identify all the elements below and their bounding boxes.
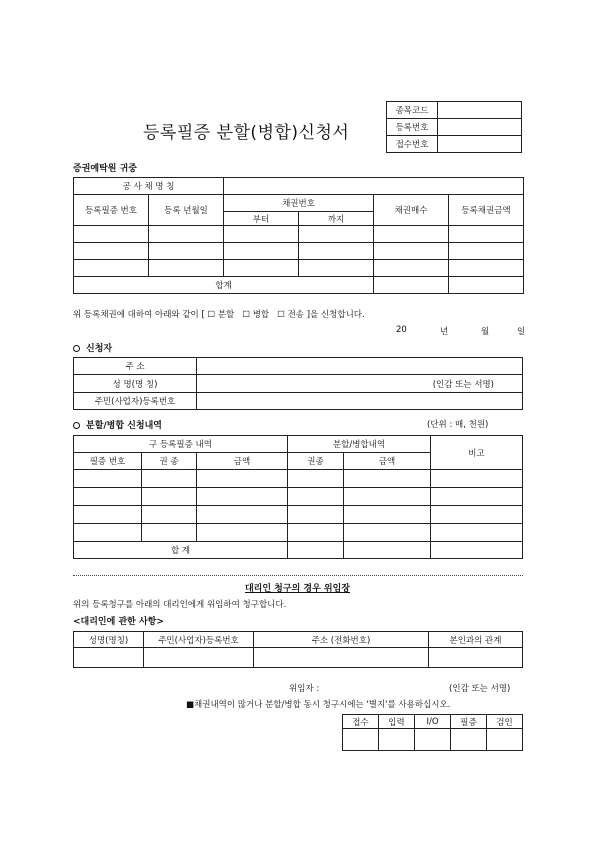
- code-label-stock: 종목코드: [387, 102, 438, 119]
- total-label: 합계: [74, 277, 374, 294]
- company-input[interactable]: [224, 178, 524, 195]
- applicant-header: 신청자: [73, 341, 112, 354]
- date-year: 년: [440, 327, 449, 337]
- applicant-table: [73, 357, 523, 410]
- table-row: [74, 260, 524, 277]
- new-split-header: 분할/병합내역: [288, 436, 431, 453]
- proxy-sub: <대리인에 관한 사항>: [73, 617, 164, 627]
- circle-bullet-icon: [73, 345, 80, 352]
- checkbox-transfer-icon[interactable]: ☐: [277, 310, 285, 320]
- table-row: [74, 524, 523, 542]
- header-date: 등록 년월일: [149, 195, 224, 226]
- name-label: 성 명(명 칭): [74, 375, 197, 393]
- sign-note: (인감 또는 서명): [432, 379, 494, 390]
- table-row: [74, 243, 524, 260]
- col-cert-no: 필증 번호: [74, 453, 142, 470]
- header-to: 까지: [299, 212, 374, 226]
- code-input-receipt[interactable]: [438, 136, 522, 153]
- recipient-org: 증권예탁원 귀중: [73, 164, 137, 174]
- col-proxy-regno: 주민(사업자)등록번호: [144, 632, 254, 648]
- page-title: 등록필증 분할(병합)신청서: [143, 123, 350, 143]
- table-row: [74, 470, 523, 488]
- regno-label: 주민(사업자)등록번호: [74, 393, 197, 410]
- circle-bullet-icon: [73, 422, 80, 429]
- detail-total-label: 합 계: [74, 542, 288, 559]
- address-input[interactable]: [197, 358, 523, 375]
- table-row: [74, 648, 523, 668]
- header-bond-no: 채권번호: [224, 195, 374, 212]
- delegator-sign: (인감 또는 서명): [449, 684, 511, 694]
- col-proxy-relation: 본인과의 관계: [429, 632, 523, 648]
- code-label-reg: 등록번호: [387, 119, 438, 136]
- table-row: [74, 506, 523, 524]
- date-month: 월: [481, 327, 490, 337]
- col-amount: 금액: [197, 453, 288, 470]
- bond-table: [73, 177, 524, 294]
- proxy-table: [73, 631, 523, 668]
- old-cert-header: 구 등록필증 내역: [74, 436, 288, 453]
- col-proxy-name: 성명(명칭): [74, 632, 144, 648]
- remark-header: 비고: [431, 436, 523, 470]
- office-cert: 필증: [451, 715, 487, 729]
- checkbox-split-icon[interactable]: ☐: [207, 310, 216, 320]
- office-stamp: 검인: [487, 715, 523, 729]
- table-row: [74, 226, 524, 243]
- dotted-divider: [73, 575, 523, 576]
- checkbox-merge-icon[interactable]: ☐: [242, 310, 250, 320]
- header-amount: 등록채권금액: [449, 195, 524, 226]
- office-box: [342, 714, 523, 751]
- company-label: 공 사 채 명 칭: [74, 178, 224, 195]
- code-input-reg[interactable]: [438, 119, 522, 136]
- usage-note: ■채권내역이 많거나 분할/병합 동시 청구시에는 '별지'를 사용하십시오.: [186, 700, 451, 710]
- code-input-stock[interactable]: [438, 102, 522, 119]
- col-kind2: 권종: [288, 453, 344, 470]
- header-cert-no: 등록필증 번호: [74, 195, 149, 226]
- office-input: 입력: [379, 715, 415, 729]
- header-count: 채권매수: [374, 195, 449, 226]
- total-amount[interactable]: [449, 277, 524, 294]
- table-row: [343, 729, 523, 751]
- col-amount2: 금액: [344, 453, 431, 470]
- detail-header: 분할/병합 신청내역: [73, 418, 162, 431]
- code-box: [386, 101, 522, 153]
- header-from: 부터: [224, 212, 299, 226]
- date-day: 일: [517, 327, 526, 337]
- date-year-prefix: 20: [396, 325, 407, 335]
- office-receipt: 접수: [343, 715, 379, 729]
- col-proxy-address: 주소 (전화번호): [254, 632, 429, 648]
- office-io: I/O: [415, 715, 451, 729]
- detail-table: [73, 435, 523, 559]
- address-label: 주 소: [74, 358, 197, 375]
- code-label-receipt: 접수번호: [387, 136, 438, 153]
- proxy-title: 대리인 청구의 경우 위임장: [244, 584, 351, 594]
- col-kind: 권 종: [142, 453, 197, 470]
- table-row: [74, 488, 523, 506]
- delegator-label: 위임자 :: [289, 684, 320, 694]
- request-line: 위 등록채권에 대하여 아래와 같이 [ ☐ 분할 ☐ 병합 ☐ 전송 ]을 신청합니다.: [73, 310, 365, 320]
- unit-note: (단위 : 매, 천원): [427, 420, 489, 430]
- name-input[interactable]: [197, 375, 523, 393]
- proxy-sentence: 위의 등록청구를 아래의 대리인에게 위임하여 청구합니다.: [73, 600, 287, 610]
- regno-input[interactable]: [197, 393, 523, 410]
- total-count[interactable]: [374, 277, 449, 294]
